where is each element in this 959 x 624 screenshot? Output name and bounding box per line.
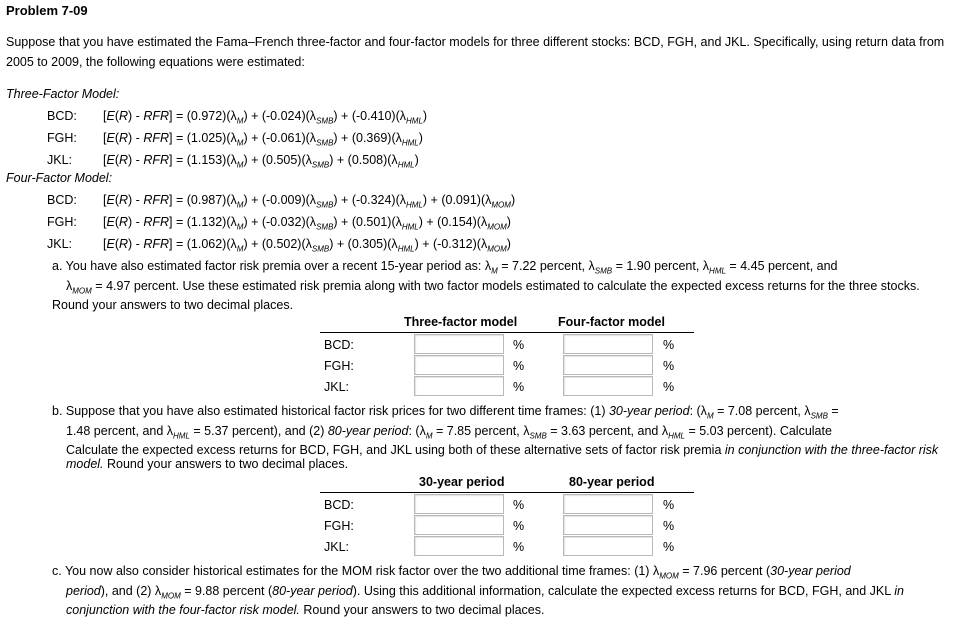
part-c-period1: 30-year period (770, 564, 851, 578)
part-b-fgh-30yr-input[interactable] (414, 515, 504, 535)
part-b-row-label: BCD: (324, 498, 354, 512)
part-a-col1-header: Three-factor model (404, 315, 518, 329)
percent-unit: % (663, 540, 675, 554)
period2-label: 80-year period (327, 423, 409, 438)
premium-smb: 1.90 percent (626, 259, 696, 273)
equation-lhs: [E(R) - RFR] = (103, 153, 187, 167)
percent-unit: % (663, 498, 675, 512)
coef-m: (1.132) (186, 215, 227, 229)
part-a-jkl-three-factor-input[interactable] (414, 376, 504, 396)
part-a-bcd-four-factor-input[interactable] (563, 334, 653, 354)
premium-m: 7.22 percent (512, 259, 582, 273)
period1-label: 30-year period (608, 404, 690, 418)
p1-m: 7.08 percent (727, 404, 798, 418)
percent-unit: % (513, 519, 525, 533)
coef-mom: (0.154) (437, 215, 477, 229)
four-factor-label: Four-Factor Model: (6, 171, 113, 185)
part-a-bcd-three-factor-input[interactable] (414, 334, 504, 354)
ff-row-bcd: BCD: $[E(R) - RFR] = (0.987)(\lambda_M) + (-0.009)(\lambda_{SMB}) + (-0.324)(\lambda_{HML}) + (0.091)(\lambda_{MOM})$ (47, 193, 516, 210)
coef-m: (1.062) (186, 237, 227, 251)
coef-smb: (0.505) (261, 153, 302, 167)
part-c-text: c. You now also consider historical estimates for the MOM risk factor over the two additional time frames: (1) $\lambda_{MOM} = 7.96$ percent (30-year period period), and (2) $\lambda_{MOM} = 9.88$ percent (80-year period). Using this additional information, calculate the expected excess returns for BCD, FGH, and JKL in conjunction with the four-factor risk model. Round your answers to two decimal places. (52, 564, 904, 617)
part-a-col2-header: Four-factor model (558, 315, 665, 329)
percent-unit: % (513, 380, 525, 394)
part-b-bcd-80yr-input[interactable] (563, 494, 653, 514)
stock-label: JKL: (47, 237, 73, 251)
part-a-jkl-four-factor-input[interactable] (563, 376, 653, 396)
mom-80yr: 9.88 percent (195, 583, 265, 598)
p2-hml: 5.03 percent (699, 423, 769, 438)
coef-hml: (-0.324) (351, 193, 396, 207)
equation-lhs: [E(R) - RFR] = (103, 193, 187, 207)
part-a-text: a. You have also estimated factor risk premia over a recent 15-year period as: $\lambda_M = 7.22$ percent, $\lambda_{SMB} = 1.90$ percent, $\lambda_{HML} = 4.45$ percent, and $\lambda_{MOM} = 4.97$ percent. Use these estimated risk premia along with two factor models estimated to calculate the expected excess returns for the three stocks. Round your answers to two decimal places. (52, 259, 920, 312)
part-b-text: b. Suppose that you have also estimated historical factor risk prices for two different time frames: (1) 30-year period: ($\lambda_M = 7.08$ percent, $\lambda_{SMB}$ = 1.48 percent, and $\lambda_{HML} = 5.37$ percent), and (2) 80-year period: ($\lambda_M = 7.85$ percent, $\lambda_{SMB} = 3.63$ percent, and $\lambda_{HML} = 5.03$ percent). Calculate Calculate the expected excess returns for BCD, FGH, and JKL using both of these alternative sets of factor risk premia in conjunction with the three-factor risk model. Round your answers to two decimal places. (52, 404, 939, 471)
problem-title: Problem 7-09 (6, 3, 88, 18)
coef-hml: (0.501) (351, 215, 392, 229)
coef-hml: (0.508) (347, 153, 388, 167)
part-a-instructions: Use these estimated risk premia along with two factor models estimated to calculate the expected excess returns for the three stocks. Round your answers to two decimal places. (52, 278, 920, 312)
equation-lhs: [E(R) - RFR] = (103, 131, 187, 145)
part-b-bcd-30yr-input[interactable] (414, 494, 504, 514)
part-a-fgh-three-factor-input[interactable] (414, 355, 504, 375)
coef-hml: (0.305) (347, 237, 388, 251)
p2-smb: 3.63 percent (561, 423, 631, 438)
part-b-jkl-30yr-input[interactable] (414, 536, 504, 556)
percent-unit: % (513, 498, 525, 512)
stock-label: BCD: (47, 109, 77, 123)
coef-smb: (-0.061) (261, 131, 306, 145)
part-a-row-label: JKL: (324, 380, 350, 394)
premium-hml: 4.45 percent (740, 259, 810, 273)
part-a-fgh-four-factor-input[interactable] (563, 355, 653, 375)
part-c-end: Round your answers to two decimal places. (299, 603, 545, 617)
p1-smb: 1.48 percent (66, 423, 136, 438)
part-b-col2-header: 80-year period (569, 475, 655, 489)
ff-row-fgh: FGH: $[E(R) - RFR] = (1.132)(\lambda_M) + (-0.032)(\lambda_{SMB}) + (0.501)(\lambda_{HML}) + (0.154)(\lambda_{MOM})$ (47, 215, 511, 232)
coef-mom: (-0.312) (433, 237, 477, 251)
stock-label: FGH: (47, 131, 77, 145)
part-b-row-label: JKL: (324, 540, 350, 554)
coef-m: (1.025) (186, 131, 227, 145)
stock-label: FGH: (47, 215, 77, 229)
tf-row-jkl: JKL: $[E(R) - RFR] = (1.153)(\lambda_M) + (0.505)(\lambda_{SMB}) + (0.508)(\lambda_{HML})$ (47, 153, 419, 170)
coef-hml: (0.369) (351, 131, 392, 145)
premium-mom: 4.97 percent (106, 278, 176, 293)
ff-row-jkl: JKL: $[E(R) - RFR] = (1.062)(\lambda_M) + (0.502)(\lambda_{SMB}) + (0.305)(\lambda_{HML}) + (-0.312)(\lambda_{MOM})$ (47, 237, 511, 254)
equation-lhs: [E(R) - RFR] = (103, 109, 187, 123)
part-b-end: Round your answers to two decimal places. (103, 457, 349, 471)
part-c-intro: c. You now also consider historical estimates for the MOM risk factor over the two additional time frames: (1) (52, 564, 653, 578)
stock-label: BCD: (47, 193, 77, 207)
coef-m: (0.987) (186, 193, 227, 207)
part-c-period2: 80-year period (272, 583, 353, 598)
part-a-row-label: FGH: (324, 359, 354, 373)
percent-unit: % (513, 338, 525, 352)
p1-hml: 5.37 percent (204, 423, 274, 438)
part-a-header-rule (320, 332, 694, 333)
part-b-header-rule (320, 492, 694, 493)
coef-smb: (0.502) (261, 237, 302, 251)
coef-smb: (-0.032) (261, 215, 306, 229)
part-b-fgh-80yr-input[interactable] (563, 515, 653, 535)
percent-unit: % (513, 359, 525, 373)
equation-lhs: [E(R) - RFR] = (103, 215, 187, 229)
p2-m: 7.85 percent (446, 423, 517, 438)
coef-hml: (-0.410) (351, 109, 396, 123)
coef-smb: (-0.009) (261, 193, 306, 207)
tf-row-bcd: BCD: $[E(R) - RFR] = (0.972)(\lambda_M) + (-0.024)(\lambda_{SMB}) + (-0.410)(\lambda_{HML})$ (47, 109, 428, 126)
intro-text: Suppose that you have estimated the Fama–French three-factor and four-factor models for three different stocks: BCD, FGH, and JKL. Specifically, using return data from 2005 to 2009, the following equations were estimated: (6, 35, 945, 69)
coef-mom: (0.091) (441, 193, 481, 207)
three-factor-label: Three-Factor Model: (6, 87, 120, 101)
part-a-row-label: BCD: (324, 338, 354, 352)
percent-unit: % (663, 359, 675, 373)
percent-unit: % (663, 519, 675, 533)
coef-m: (1.153) (186, 153, 227, 167)
part-c-mid: Using this additional information, calculate the expected excess returns for BCD, FGH, and JKL (363, 583, 895, 598)
coef-m: (0.972) (186, 109, 227, 123)
part-b-intro: b. Suppose that you have also estimated historical factor risk prices for two different time frames: (1) (52, 404, 609, 418)
part-c-italic: in conjunction with the four-factor risk model. (66, 583, 904, 617)
part-b-jkl-80yr-input[interactable] (563, 536, 653, 556)
part-b-row-label: FGH: (324, 519, 354, 533)
part-b-italic: in conjunction with the three-factor risk model. (66, 443, 939, 471)
percent-unit: % (663, 380, 675, 394)
part-a-intro: a. You have also estimated factor risk premia over a recent 15-year period as: (52, 259, 485, 273)
stock-label: JKL: (47, 153, 73, 167)
percent-unit: % (663, 338, 675, 352)
tf-row-fgh: FGH: $[E(R) - RFR] = (1.025)(\lambda_M) + (-0.061)(\lambda_{SMB}) + (0.369)(\lambda_{HML})$ (47, 131, 423, 148)
coef-smb: (-0.024) (261, 109, 306, 123)
percent-unit: % (513, 540, 525, 554)
equation-lhs: [E(R) - RFR] = (103, 237, 187, 251)
mom-30yr: 7.96 percent (693, 564, 763, 578)
part-b-col1-header: 30-year period (419, 475, 505, 489)
part-b-mid: Calculate the expected excess returns for BCD, FGH, and JKL using both of these alternative sets of factor risk premia (66, 443, 725, 457)
